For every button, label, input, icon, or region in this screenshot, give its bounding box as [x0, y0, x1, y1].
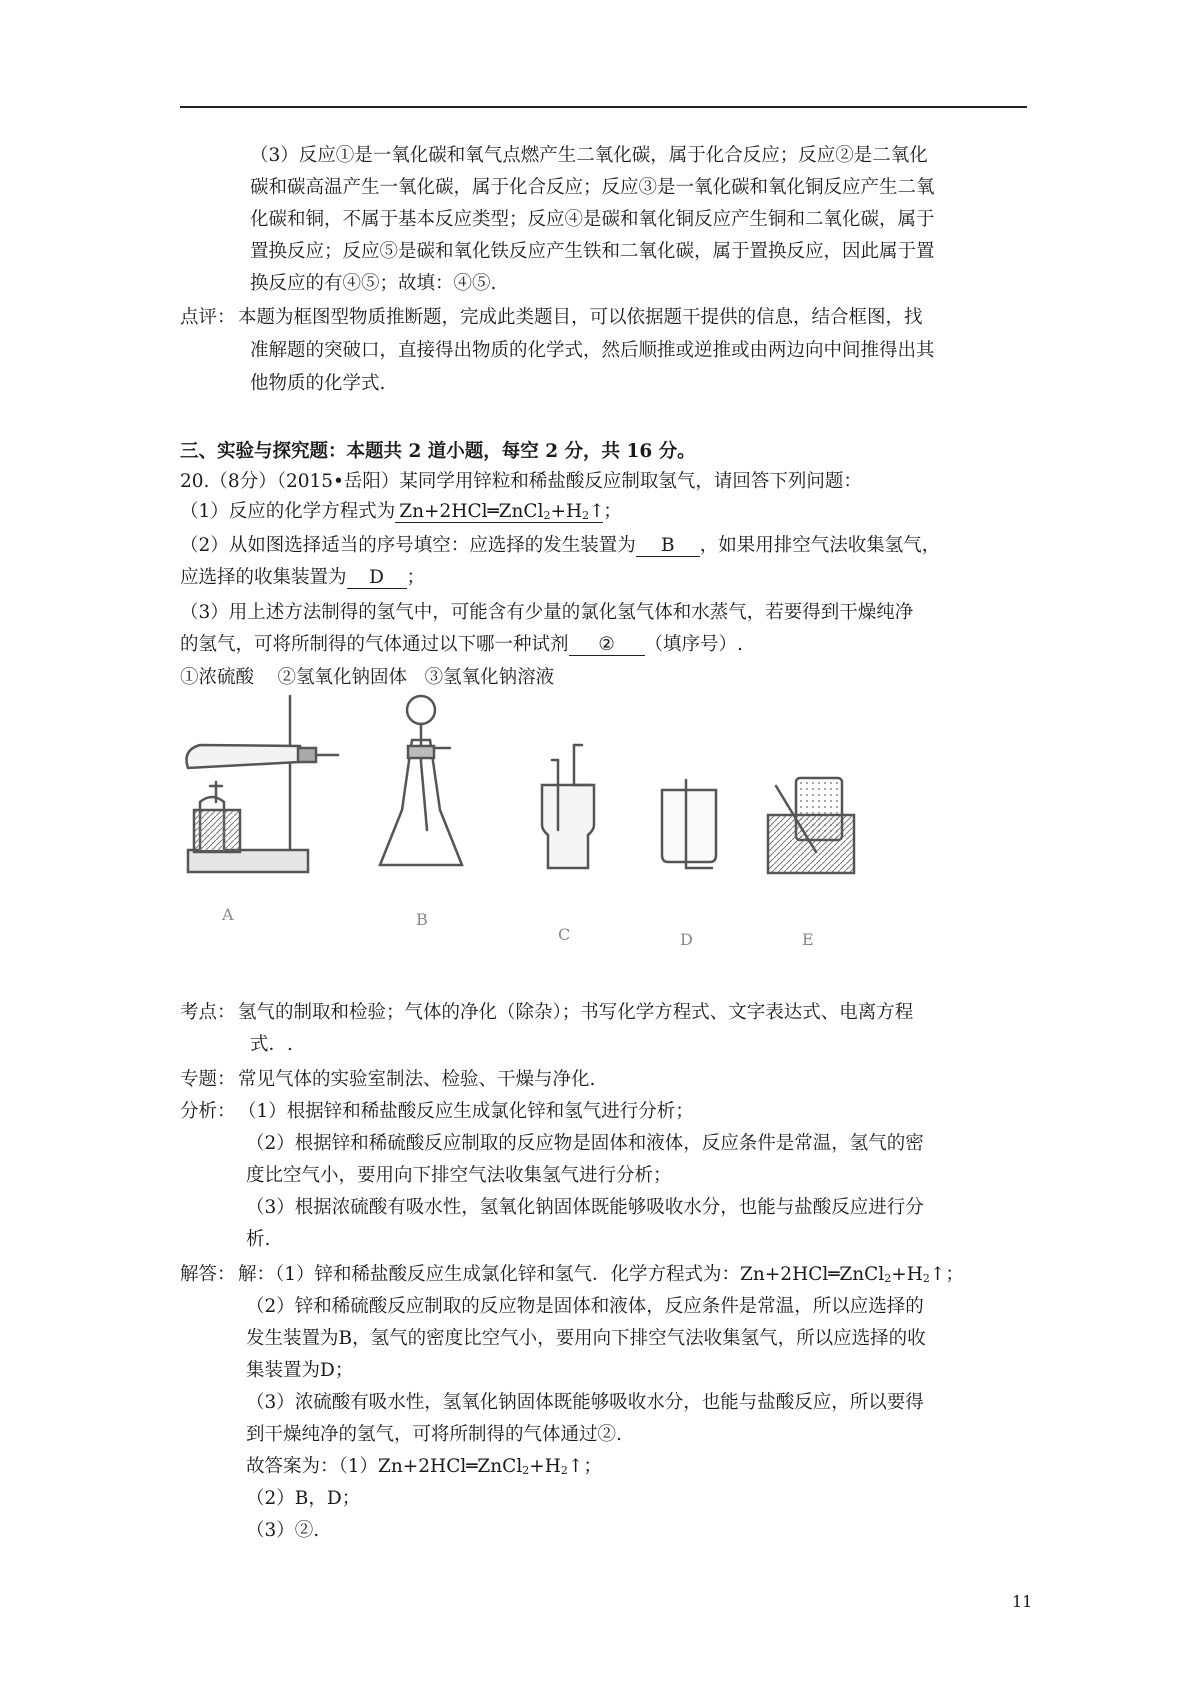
answer-blank-3: D — [347, 569, 407, 589]
jieda-line: 解：（1）锌和稀盐酸反应生成氯化锌和氢气．化学方程式为：$Zn+2HCl═ZnCl_2+H_2↑$； — [238, 1264, 964, 1285]
reagent-options: ①浓硫酸 ②氢氧化钠固体 ③氢氧化钠溶液 — [180, 667, 555, 688]
q19-answer-line: 化碳和铜，不属于基本反应类型；反应④是碳和氧化铜反应产生铜和二氧化碳，属于 — [250, 209, 935, 230]
comment-line: 他物质的化学式. — [250, 373, 386, 394]
fenxi-label: 分析： — [180, 1101, 236, 1122]
figure-label-e: E — [802, 930, 814, 949]
figure-label-b: B — [416, 910, 428, 929]
fenxi-line: （3）根据浓硫酸有吸水性，氢氧化钠固体既能够吸收水分，也能与盐酸反应进行分 — [246, 1197, 924, 1218]
fenxi-line: （1）根据锌和稀盐酸反应生成氯化锌和氢气进行分析； — [238, 1101, 694, 1122]
fenxi-line: 析. — [246, 1229, 271, 1250]
comment-label: 点评： — [180, 307, 236, 328]
question-stem: 20.（8分）（2015•岳阳）某同学用锌粒和稀盐酸反应制取氢气，请回答下列问题： — [180, 471, 862, 492]
page-number: 11 — [1012, 1592, 1033, 1611]
answer-blank-4: ② — [569, 636, 645, 656]
apparatus-b-flask — [380, 696, 462, 865]
q19-answer-line: 换反应的有④⑤；故填：④⑤. — [250, 273, 497, 294]
q19-answer-line: 置换反应；反应⑤是碳和氧化铁反应产生铁和二氧化碳，属于置换反应，因此属于置 — [250, 241, 935, 262]
comment-line: 本题为框图型物质推断题，完成此类题目，可以依据题干提供的信息，结合框图，找 — [238, 307, 923, 328]
section-heading: 三、实验与探究题：本题共 2 道小题，每空 2 分，共 16 分。 — [180, 441, 696, 462]
q1-suffix: ； — [603, 501, 622, 522]
zhuanti-text: 常见气体的实验室制法、检验、干燥与净化. — [238, 1069, 596, 1090]
jieda-label: 解答： — [180, 1264, 236, 1285]
jieda-line: 故答案为：$(1)Zn+2HCl═ZnCl_2+H_2↑$； — [246, 1456, 602, 1477]
figure-label-a: A — [222, 905, 234, 924]
jieda-line: 到干燥纯净的氢气，可将所制得的气体通过②. — [246, 1424, 622, 1445]
kaodian-line: 氢气的制取和检验；气体的净化（除杂）；书写化学方程式、文字表达式、电离方程 — [238, 1002, 914, 1023]
figure-label-d: D — [680, 930, 693, 949]
q19-answer-line: 碳和碳高温产生一氧化碳，属于化合反应；反应③是一氧化碳和氧化铜反应产生二氧 — [250, 177, 935, 198]
apparatus-figure — [180, 690, 814, 960]
question-part-3-cont: 的氢气，可将所制得的气体通过以下哪一种试剂 ② （填序号）. — [180, 634, 743, 655]
apparatus-c-bottle — [542, 745, 594, 868]
q1-prefix: （1）反应的化学方程式为 — [180, 501, 396, 522]
figure-label-c: C — [558, 925, 571, 944]
comment-line: 准解题的突破口，直接得出物质的化学式，然后顺推或逆推或由两边向中间推得出其 — [250, 340, 935, 361]
zhuanti-label: 专题： — [180, 1069, 236, 1090]
apparatus-d-collector — [662, 780, 716, 868]
jieda-line: （2）锌和稀硫酸反应制取的反应物是固体和液体，反应条件是常温，所以应选择的 — [246, 1296, 924, 1317]
jieda-line: （3）浓硫酸有吸水性，氢氧化钠固体既能够吸收水分，也能与盐酸反应，所以要得 — [246, 1392, 924, 1413]
jieda-line: 集装置为D； — [246, 1360, 354, 1381]
apparatus-a-tube-heating — [187, 696, 339, 872]
jieda-line: （3）②. — [246, 1520, 320, 1541]
fenxi-line: （2）根据锌和稀硫酸反应制取的反应物是固体和液体，反应条件是常温，氢气的密 — [246, 1133, 924, 1154]
kaodian-label: 考点： — [180, 1002, 236, 1023]
header-rule — [180, 106, 1027, 108]
q19-answer-line: （3）反应①是一氧化碳和氧气点燃产生二氧化碳，属于化合反应；反应②是二氧化 — [250, 145, 928, 166]
answer-blank-1: $Zn+2HCl═ZnCl_2+H_2↑$ — [395, 503, 603, 523]
jieda-line: 发生装置为B，氢气的密度比空气小，要用向下排空气法收集氢气，所以应选择的收 — [246, 1328, 926, 1349]
answer-blank-2: B — [636, 537, 700, 557]
fenxi-line: 度比空气小，要用向下排空气法收集氢气进行分析； — [246, 1165, 672, 1186]
question-part-2-cont: 应选择的收集装置为 D ； — [180, 567, 426, 588]
question-part-2: （2）从如图选择适当的序号填空：应选择的发生装置为 B ，如果用排空气法收集氢气， — [180, 535, 941, 556]
jieda-line: （2）B，D； — [246, 1488, 361, 1509]
kaodian-line: 式．. — [250, 1034, 293, 1055]
question-part-3: （3）用上述方法制得的氢气中，可能含有少量的氯化氢气体和水蒸气，若要得到干燥纯净 — [180, 602, 914, 623]
question-part-1 — [180, 503, 622, 523]
apparatus-e-trough — [768, 778, 854, 873]
